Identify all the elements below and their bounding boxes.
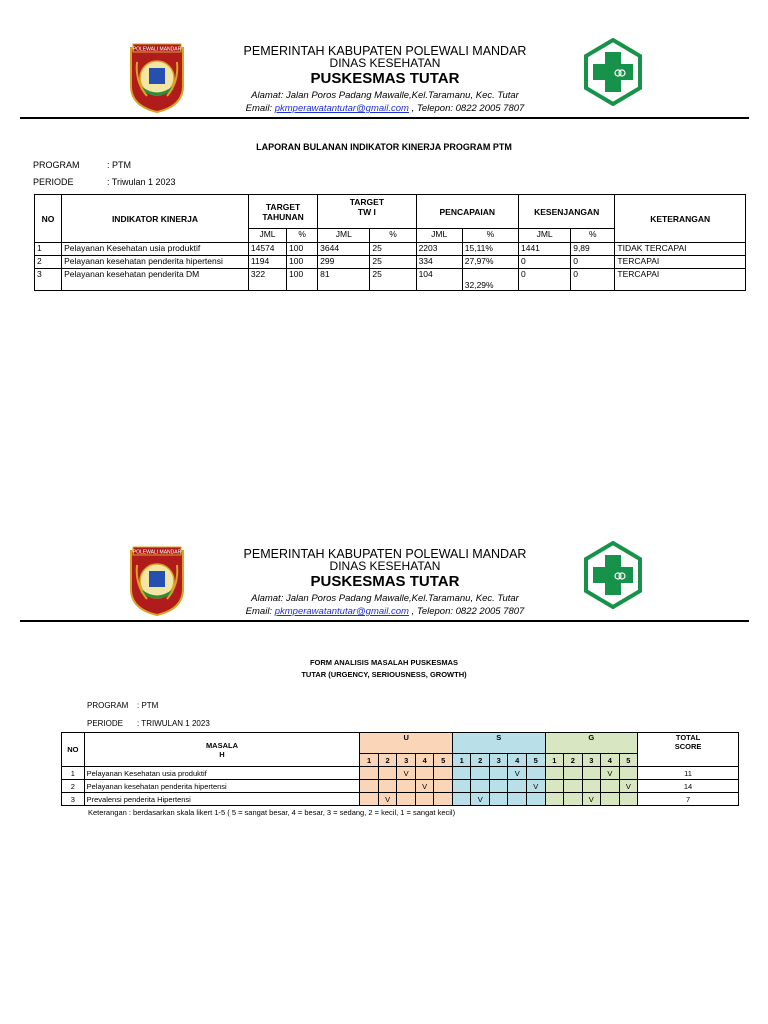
score-cell-s — [508, 780, 527, 793]
score-cell-s — [508, 793, 527, 806]
scale-g-2: 2 — [564, 754, 583, 767]
cell-no: 2 — [35, 256, 62, 269]
analysis-title-line1: FORM ANALISIS MASALAH PUSKESMAS — [309, 658, 459, 667]
scale-s-2: 2 — [471, 754, 490, 767]
scale-g-5: 5 — [619, 754, 638, 767]
score-cell-u — [415, 793, 434, 806]
score-mark-g: V — [619, 780, 638, 793]
cell-ket: TIDAK TERCAPAI — [615, 243, 746, 256]
cell-no: 1 — [62, 767, 85, 780]
score-cell-u — [434, 767, 453, 780]
score-cell-s — [489, 780, 508, 793]
email-label: Email: — [245, 606, 275, 617]
col-growth: G — [545, 733, 638, 754]
periode-value: : Triwulan 1 2023 — [107, 177, 176, 187]
score-cell-s — [489, 793, 508, 806]
score-cell-g — [601, 793, 620, 806]
scale-s-1: 1 — [452, 754, 471, 767]
scale-u-2: 2 — [378, 754, 397, 767]
logo-text: POLEWALI MANDAR — [132, 46, 182, 53]
scale-u-4: 4 — [415, 754, 434, 767]
col-seriousness: S — [452, 733, 545, 754]
cell-no: 1 — [35, 243, 62, 256]
score-cell-g — [545, 793, 564, 806]
cell-ks-jml: 1441 — [519, 243, 571, 256]
email-link[interactable]: pkmperawatantutar@gmail.com — [274, 103, 409, 114]
regency-emblem-logo — [127, 42, 187, 114]
cell-tt-pct: 100 — [287, 243, 318, 256]
cell-masalah: Pelayanan kesehatan penderita hipertensi — [84, 780, 360, 793]
cell-tw-pct: 25 — [370, 243, 416, 256]
score-cell-u — [434, 780, 453, 793]
analysis-periode-value: : TRIWULAN 1 2023 — [137, 719, 210, 728]
scale-g-3: 3 — [582, 754, 601, 767]
score-cell-s — [489, 767, 508, 780]
email-label: Email: — [245, 103, 275, 114]
gov-name: PEMERINTAH KABUPATEN POLEWALI MANDAR — [243, 44, 527, 58]
sub-jml: JML — [416, 229, 462, 243]
scale-g-1: 1 — [545, 754, 564, 767]
score-cell-u — [378, 780, 397, 793]
cell-indikator: Pelayanan Kesehatan usia produktif — [62, 243, 249, 256]
cell-no: 3 — [35, 269, 62, 291]
score-cell-g — [619, 793, 638, 806]
score-cell-u — [397, 793, 416, 806]
cell-ket: TERCAPAI — [615, 269, 746, 291]
col-total — [638, 733, 739, 767]
cell-no: 2 — [62, 780, 85, 793]
scale-s-3: 3 — [489, 754, 508, 767]
dept-name: DINAS KESEHATAN — [329, 559, 441, 573]
cell-tw-jml: 81 — [318, 269, 370, 291]
scale-g-4: 4 — [601, 754, 620, 767]
cell-tw-pct: 25 — [370, 256, 416, 269]
usg-body — [62, 767, 739, 806]
table-row — [62, 793, 739, 806]
sub-jml: JML — [318, 229, 370, 243]
program-value: : PTM — [107, 160, 131, 170]
score-cell-g — [545, 780, 564, 793]
cell-total: 7 — [638, 793, 739, 806]
score-mark-s: V — [527, 780, 546, 793]
program-label: PROGRAM — [33, 160, 80, 170]
score-cell-s — [452, 793, 471, 806]
table-row — [35, 256, 746, 269]
col-masalah-line1: MASALA — [205, 740, 239, 750]
score-cell-s — [471, 767, 490, 780]
cell-total: 11 — [638, 767, 739, 780]
scale-s-4: 4 — [508, 754, 527, 767]
col-total-line2: SCORE — [674, 742, 702, 751]
cell-tt-jml: 1194 — [248, 256, 286, 269]
score-cell-u — [434, 793, 453, 806]
contact-line — [220, 605, 550, 618]
score-cell-u — [378, 767, 397, 780]
col-pencapaian: PENCAPAIAN — [416, 195, 518, 229]
gov-name: PEMERINTAH KABUPATEN POLEWALI MANDAR — [243, 547, 527, 561]
col-target-tahunan: TARGET TAHUNAN — [248, 195, 317, 229]
score-cell-g — [619, 767, 638, 780]
sub-jml: JML — [519, 229, 571, 243]
score-mark-u: V — [378, 793, 397, 806]
phone-text: , Telepon: 0822 2005 7807 — [408, 606, 525, 617]
table-row — [35, 243, 746, 256]
score-cell-s — [452, 780, 471, 793]
cell-pc-jml: 104 — [416, 269, 462, 291]
sub-jml: JML — [248, 229, 286, 243]
cell-pc-pct: 32,29% — [462, 269, 518, 291]
regency-emblem-logo — [127, 545, 187, 617]
kinerja-table — [34, 194, 746, 291]
col-urgency: U — [360, 733, 453, 754]
score-cell-g — [582, 780, 601, 793]
cell-masalah: Prevalensi penderita Hipertensi — [84, 793, 360, 806]
scale-s-5: 5 — [527, 754, 546, 767]
score-cell-u — [360, 780, 379, 793]
sub-pct: % — [462, 229, 518, 243]
score-cell-g — [582, 767, 601, 780]
sub-pct: % — [571, 229, 615, 243]
phone-text: , Telepon: 0822 2005 7807 — [408, 103, 525, 114]
col-masalah — [84, 733, 360, 767]
score-cell-s — [471, 780, 490, 793]
sub-pct: % — [370, 229, 416, 243]
analysis-program-value: : PTM — [137, 701, 159, 710]
score-mark-u: V — [397, 767, 416, 780]
cell-total: 14 — [638, 780, 739, 793]
score-cell-g — [601, 780, 620, 793]
score-cell-g — [564, 767, 583, 780]
score-cell-u — [360, 767, 379, 780]
usg-table — [61, 732, 739, 806]
col-no: NO — [35, 195, 62, 243]
cell-tt-jml: 14574 — [248, 243, 286, 256]
cell-tw-jml: 3644 — [318, 243, 370, 256]
dept-name: DINAS KESEHATAN — [329, 56, 441, 70]
score-mark-g: V — [582, 793, 601, 806]
col-kesenjangan: KESENJANGAN — [519, 195, 615, 229]
col-masalah-line2: H — [219, 749, 225, 759]
score-cell-s — [452, 767, 471, 780]
scale-u-1: 1 — [360, 754, 379, 767]
cell-ks-pct: 9,89 — [571, 243, 615, 256]
cell-no: 3 — [62, 793, 85, 806]
puskesmas-name: PUSKESMAS TUTAR — [310, 70, 460, 87]
cell-tt-pct: 100 — [287, 269, 318, 291]
cell-ket: TERCAPAI — [615, 256, 746, 269]
email-link[interactable]: pkmperawatantutar@gmail.com — [274, 606, 409, 617]
score-mark-g: V — [601, 767, 620, 780]
report-title: LAPORAN BULANAN INDIKATOR KINERJA PROGRAM PTM — [256, 142, 512, 152]
sub-pct: % — [287, 229, 318, 243]
cell-ks-pct: 0 — [571, 269, 615, 291]
cell-ks-pct: 0 — [571, 256, 615, 269]
header-divider — [20, 620, 749, 622]
cell-pc-pct: 15,11% — [462, 243, 518, 256]
col-total-line1: TOTAL — [675, 733, 701, 742]
score-cell-u — [397, 780, 416, 793]
cell-ks-jml: 0 — [519, 256, 571, 269]
health-cross-logo — [583, 38, 643, 106]
cell-pc-pct: 27,97% — [462, 256, 518, 269]
col-keterangan: KETERANGAN — [615, 195, 746, 243]
cell-tw-jml: 299 — [318, 256, 370, 269]
scale-note: Keterangan : berdasarkan skala likert 1-5 ( 5 = sangat besar, 4 = besar, 3 = sedang, 2 = kecil, 1 = sangat kecil) — [88, 808, 456, 817]
cell-tt-pct: 100 — [287, 256, 318, 269]
address-line: Alamat: Jalan Poros Padang Mawalle,Kel.Taramanu, Kec. Tutar — [251, 90, 519, 101]
score-mark-s: V — [471, 793, 490, 806]
analysis-periode-label: PERIODE — [87, 719, 124, 728]
analysis-program-label: PROGRAM — [87, 701, 129, 710]
periode-label: PERIODE — [33, 177, 74, 187]
health-cross-logo — [583, 541, 643, 609]
header-divider — [20, 117, 749, 119]
address-line: Alamat: Jalan Poros Padang Mawalle,Kel.Taramanu, Kec. Tutar — [251, 593, 519, 604]
score-cell-g — [564, 780, 583, 793]
contact-line — [220, 102, 550, 115]
col-target-tw — [318, 195, 416, 229]
cell-pc-jml: 2203 — [416, 243, 462, 256]
cell-indikator: Pelayanan kesehatan penderita hipertensi — [62, 256, 249, 269]
col-no: NO — [62, 733, 85, 767]
score-mark-s: V — [508, 767, 527, 780]
cell-ks-jml: 0 — [519, 269, 571, 291]
table-row — [62, 780, 739, 793]
table-row — [35, 269, 746, 291]
col-indikator: INDIKATOR KINERJA — [62, 195, 249, 243]
cell-indikator: Pelayanan kesehatan penderita DM — [62, 269, 249, 291]
score-cell-s — [527, 767, 546, 780]
cell-tw-pct: 25 — [370, 269, 416, 291]
logo-text: POLEWALI MANDAR — [132, 549, 182, 556]
scale-u-5: 5 — [434, 754, 453, 767]
cell-tt-jml: 322 — [248, 269, 286, 291]
cell-masalah: Pelayanan Kesehatan usia produktif — [84, 767, 360, 780]
table-row — [62, 767, 739, 780]
score-cell-u — [360, 793, 379, 806]
cell-pc-jml: 334 — [416, 256, 462, 269]
col-target-tw-line1: TARGET — [349, 196, 385, 207]
score-mark-u: V — [415, 780, 434, 793]
puskesmas-name: PUSKESMAS TUTAR — [310, 573, 460, 590]
scale-u-3: 3 — [397, 754, 416, 767]
analysis-title-line2: TUTAR (URGENCY, SERIOUSNESS, GROWTH) — [301, 670, 467, 679]
score-cell-s — [527, 793, 546, 806]
score-cell-u — [415, 767, 434, 780]
col-target-tw-line2: TW I — [357, 206, 376, 217]
score-cell-g — [564, 793, 583, 806]
score-cell-g — [545, 767, 564, 780]
